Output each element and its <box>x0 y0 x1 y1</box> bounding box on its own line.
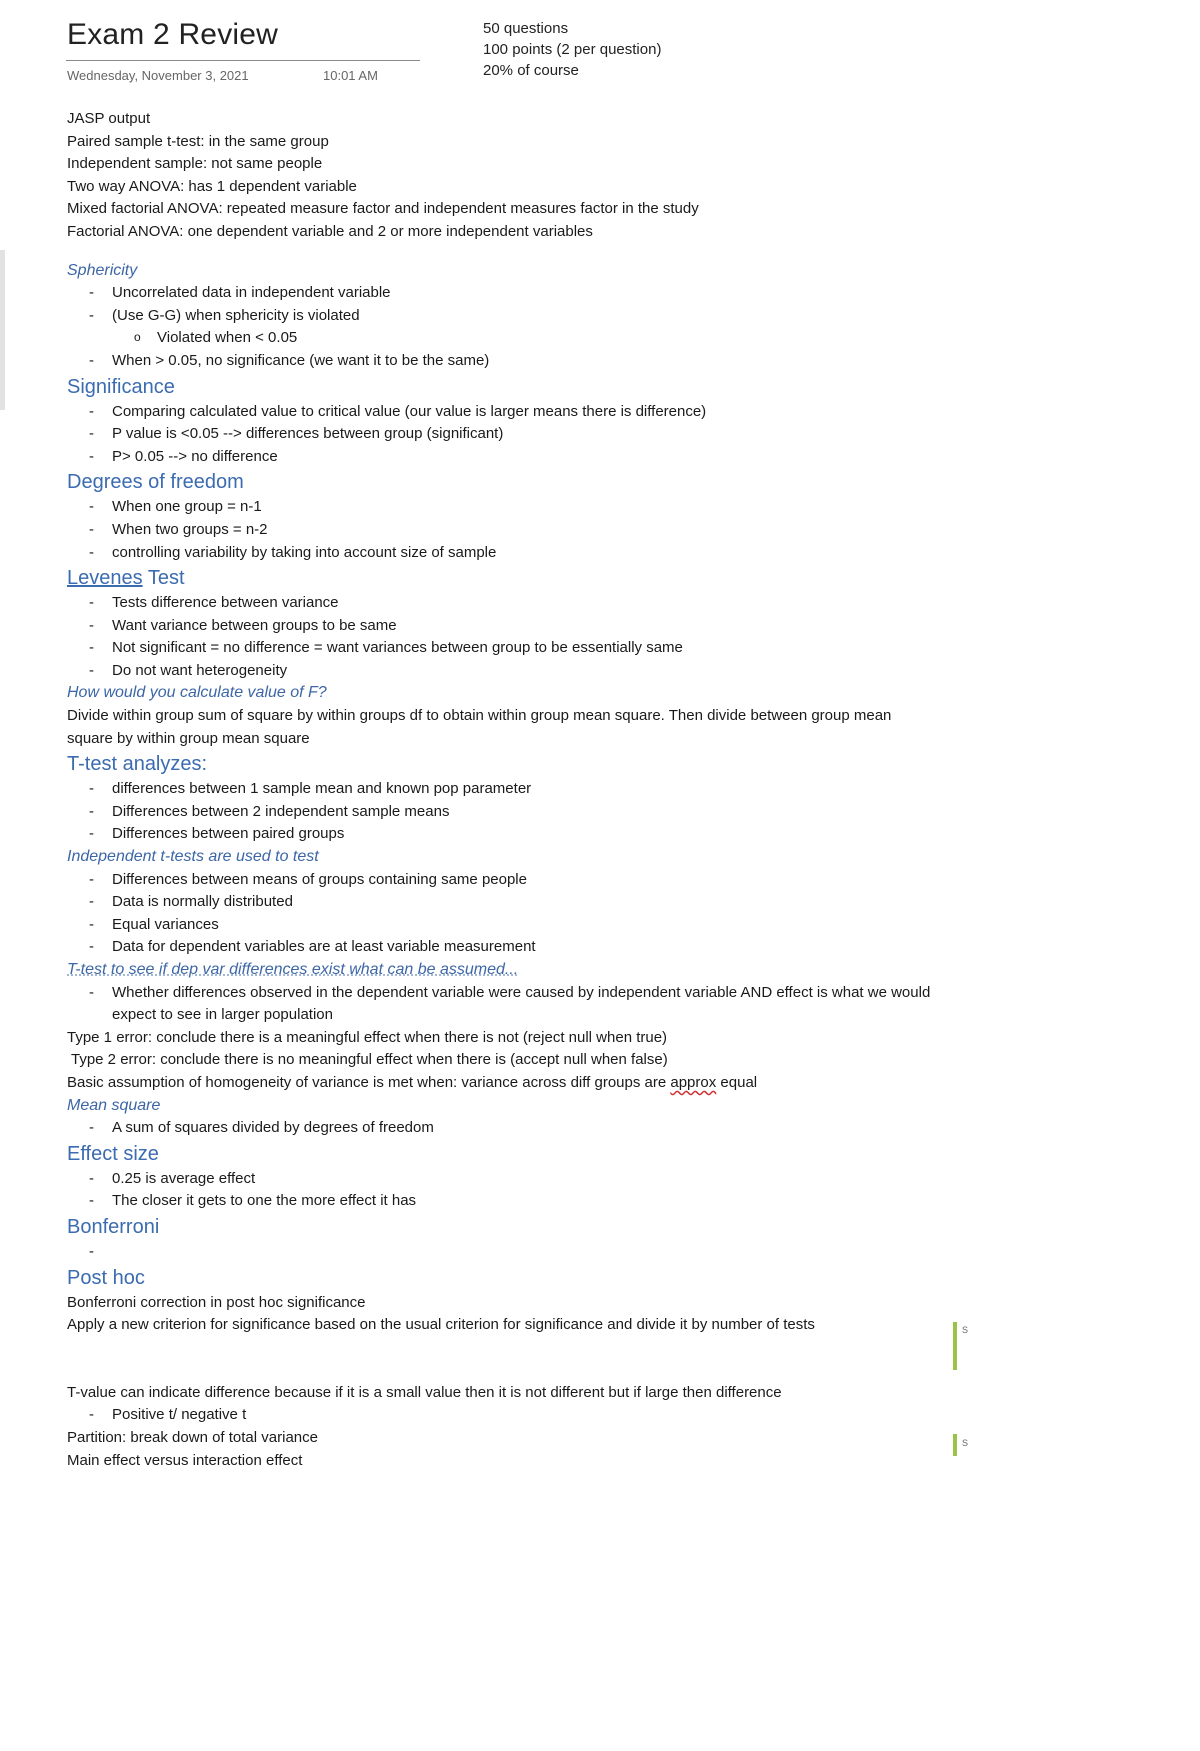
list-item: - P value is <0.05 --> differences between group (significant) <box>112 423 967 446</box>
list-item: - Do not want heterogeneity <box>112 660 967 683</box>
note-date: Wednesday, November 3, 2021 <box>67 68 249 83</box>
intro-line: Two way ANOVA: has 1 dependent variable <box>67 177 357 195</box>
indep-list <box>67 869 967 959</box>
list-item: - When one group = n-1 <box>112 496 967 519</box>
intro-line: Paired sample t-test: in the same group <box>67 132 329 150</box>
change-marker <box>953 1322 957 1370</box>
change-marker <box>953 1434 957 1456</box>
levenes-heading <box>67 564 967 592</box>
list-item: - Comparing calculated value to critical value (our value is larger means there is difference) <box>112 401 967 424</box>
intro-line: Independent sample: not same people <box>67 155 323 173</box>
page-title: Exam 2 Review <box>67 18 279 51</box>
significance-list <box>67 401 967 469</box>
mean-square-list <box>67 1117 967 1140</box>
main-effect-line: Main effect versus interaction effect <box>67 1451 303 1469</box>
exam-info <box>483 18 661 81</box>
intro-line: JASP output <box>67 110 151 127</box>
list-item: - 0.25 is average effect <box>112 1168 967 1191</box>
post-hoc-line: Bonferroni correction in post hoc significance <box>67 1293 366 1311</box>
levenes-list <box>67 592 967 682</box>
list-item: - Data is normally distributed <box>112 891 967 914</box>
list-item: - differences between 1 sample mean and known pop parameter <box>112 778 967 801</box>
homogeneity-text: Basic assumption of homogeneity of variance is met when: variance across diff groups are <box>67 1073 671 1091</box>
exam-info-line: 50 questions <box>483 20 569 37</box>
levenes-heading-rest: Test <box>142 567 185 590</box>
bonferroni-list <box>67 1241 967 1264</box>
list-item: - Not significant = no difference = want variances between group to be essentially same <box>112 637 967 660</box>
change-marker-label: S <box>962 1438 969 1448</box>
intro-line: Mixed factorial ANOVA: repeated measure factor and independent measures factor in the study <box>67 200 699 218</box>
sub-list-item: o Violated when < 0.05 <box>157 327 967 350</box>
sphericity-list <box>67 350 967 373</box>
type1-error: Type 1 error: conclude there is a meaningful effect when there is not (reject null when true) <box>67 1028 668 1046</box>
sphericity-sublist <box>67 327 967 350</box>
assumed-list <box>67 982 967 1027</box>
sphericity-heading: Sphericity <box>67 261 138 279</box>
post-hoc-line: Apply a new criterion for significance based on the usual criterion for significance and divide it by number of tests <box>67 1316 815 1334</box>
list-item: - Want variance between groups to be same <box>112 615 967 638</box>
spacer <box>67 1337 967 1382</box>
list-item: - Differences between means of groups containing same people <box>112 869 967 892</box>
list-item: - When two groups = n-2 <box>112 519 967 542</box>
post-hoc-heading: Post hoc <box>67 1266 145 1289</box>
indep-heading: Independent t-tests are used to test <box>67 848 319 866</box>
bonferroni-heading: Bonferroni <box>67 1215 160 1238</box>
sphericity-list <box>67 282 967 327</box>
calc-f-text: Divide within group sum of square by within groups df to obtain within group mean square. Then divide between group mean square by within group mean square <box>67 707 892 747</box>
change-marker-label: S <box>962 1325 969 1335</box>
ttest-heading: T-test analyzes: <box>67 753 208 776</box>
exam-info-line: 100 points (2 per question) <box>483 41 662 58</box>
levenes-heading-word: Levenes <box>67 567 143 590</box>
dof-heading: Degrees of freedom <box>67 471 244 494</box>
list-item: - Equal variances <box>112 914 967 937</box>
list-item: - Positive t/ negative t <box>112 1404 967 1427</box>
ttest-list <box>67 778 967 846</box>
list-item: - Differences between 2 independent sample means <box>112 801 967 824</box>
tvalue-line: T-value can indicate difference because if it is a small value then it is not different but if large then difference <box>67 1383 782 1401</box>
mean-square-heading: Mean square <box>67 1096 161 1114</box>
list-item: - A sum of squares divided by degrees of freedom <box>112 1117 967 1140</box>
list-item: - P> 0.05 --> no difference <box>112 446 967 469</box>
note-body <box>67 108 967 1472</box>
title-divider <box>66 60 420 61</box>
list-item: - The closer it gets to one the more effect it has <box>112 1190 967 1213</box>
note-time: 10:01 AM <box>323 68 378 83</box>
homogeneity-line <box>67 1072 967 1095</box>
homogeneity-text-end: equal <box>716 1073 758 1091</box>
type2-error: Type 2 error: conclude there is no meaningful effect when there is (accept null when false) <box>71 1051 668 1069</box>
calc-f-heading: How would you calculate value of F? <box>67 684 327 702</box>
list-item: - Differences between paired groups <box>112 823 967 846</box>
list-item: - controlling variability by taking into account size of sample <box>112 542 967 565</box>
partition-line: Partition: break down of total variance <box>67 1428 318 1446</box>
list-item: - Tests difference between variance <box>112 592 967 615</box>
list-item: - (Use G-G) when sphericity is violated <box>112 305 967 328</box>
exam-info-line: 20% of course <box>483 62 579 79</box>
list-item: - When > 0.05, no significance (we want it to be the same) <box>112 350 967 373</box>
significance-heading: Significance <box>67 375 175 398</box>
effect-size-list <box>67 1168 967 1213</box>
effect-size-heading: Effect size <box>67 1142 159 1165</box>
list-item: - Data for dependent variables are at least variable measurement <box>112 936 967 959</box>
list-item: - Uncorrelated data in independent variable <box>112 282 967 305</box>
dof-list <box>67 496 967 564</box>
list-item: - Whether differences observed in the dependent variable were caused by independent variable AND effect is what we would expect to see in larger population <box>112 982 952 1027</box>
tvalue-list <box>67 1404 967 1427</box>
empty-list-item <box>112 1241 967 1264</box>
misspelled-word: approx <box>670 1073 717 1091</box>
assumed-heading: T-test to see if dep var differences exist what can be assumed... <box>67 961 519 978</box>
intro-line: Factorial ANOVA: one dependent variable and 2 or more independent variables <box>67 222 593 240</box>
